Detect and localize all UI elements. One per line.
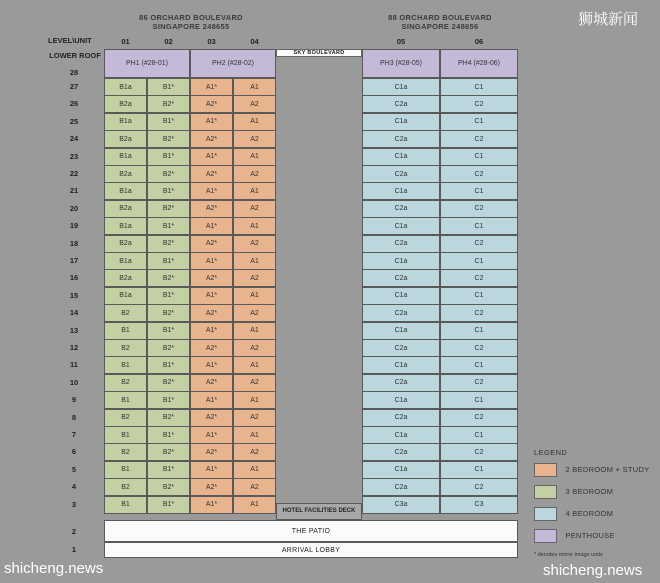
- unit-cell: B2: [104, 443, 147, 461]
- penthouse-ph4: PH4 (#28-06): [440, 49, 518, 78]
- unit-cell: B1a: [104, 113, 147, 131]
- unit-cell: A1*: [190, 287, 233, 305]
- tower-postcode: SINGAPORE 248655: [152, 22, 230, 31]
- unit-cell: A2*: [190, 339, 233, 357]
- unit-cell: B1*: [147, 182, 190, 200]
- unit-header-06: 06: [474, 37, 484, 46]
- unit-cell: B2*: [147, 409, 190, 427]
- level-label-16: 16: [69, 273, 79, 283]
- unit-cell: A2*: [190, 478, 233, 496]
- unit-cell: B2a: [104, 130, 147, 148]
- level-label-14: 14: [69, 308, 79, 318]
- unit-cell: A2: [233, 374, 276, 392]
- unit-cell: A1: [233, 113, 276, 131]
- penthouse-ph1: PH1 (#28-01): [104, 49, 190, 78]
- level-label-12: 12: [69, 343, 79, 352]
- legend-swatch: [534, 463, 557, 477]
- unit-cell: A1*: [190, 78, 233, 96]
- unit-cell: A1*: [190, 426, 233, 444]
- unit-cell: C1a: [362, 113, 440, 131]
- arrival-lobby: ARRIVAL LOBBY: [104, 542, 518, 558]
- tower-header-86: [110, 13, 272, 31]
- unit-cell: C2: [440, 269, 518, 287]
- unit-cell: C2a: [362, 304, 440, 322]
- unit-cell: B2*: [147, 165, 190, 183]
- unit-cell: C1a: [362, 287, 440, 305]
- unit-cell: A1: [233, 182, 276, 200]
- unit-cell: C3a: [362, 496, 440, 514]
- unit-cell: B1*: [147, 322, 190, 340]
- unit-cell: A2*: [190, 374, 233, 392]
- unit-cell: A2*: [190, 235, 233, 253]
- penthouse-ph3: PH3 (#28-05): [362, 49, 440, 78]
- unit-cell: B1*: [147, 426, 190, 444]
- level-label-9: 9: [71, 395, 77, 405]
- unit-cell: A2: [233, 443, 276, 461]
- level-label-23: 23: [69, 151, 79, 161]
- legend-swatch: [534, 529, 557, 543]
- unit-cell: C1a: [362, 182, 440, 200]
- unit-cell: C2a: [362, 200, 440, 218]
- tower-header-88: [362, 13, 518, 31]
- level-label-13: 13: [69, 325, 79, 335]
- unit-cell: C1: [440, 113, 518, 131]
- level-label-19: 19: [69, 221, 79, 231]
- level-label-7: 7: [71, 430, 77, 439]
- unit-cell: A1: [233, 252, 276, 270]
- unit-cell: C1a: [362, 217, 440, 235]
- unit-cell: B1*: [147, 287, 190, 305]
- level-label-17: 17: [69, 256, 79, 265]
- unit-cell: B2: [104, 339, 147, 357]
- unit-cell: A2*: [190, 304, 233, 322]
- unit-cell: C1a: [362, 356, 440, 374]
- unit-cell: B1: [104, 496, 147, 514]
- unit-cell: B2a: [104, 165, 147, 183]
- unit-cell: B1: [104, 356, 147, 374]
- unit-cell: C2: [440, 374, 518, 392]
- unit-cell: A2*: [190, 443, 233, 461]
- unit-cell: A1*: [190, 148, 233, 166]
- level-label-18: 18: [69, 238, 79, 248]
- legend-item-3bed: [534, 483, 613, 501]
- unit-cell: C3: [440, 496, 518, 514]
- penthouse-ph2: PH2 (#28-02): [190, 49, 276, 78]
- unit-cell: C2: [440, 409, 518, 427]
- unit-cell: A1*: [190, 252, 233, 270]
- unit-cell: C1: [440, 78, 518, 96]
- unit-cell: A1: [233, 496, 276, 514]
- unit-cell: C2a: [362, 165, 440, 183]
- legend-title: LEGEND: [534, 448, 568, 457]
- unit-cell: B1*: [147, 148, 190, 166]
- level-label-lower-roof: LOWER ROOF: [49, 51, 101, 60]
- unit-cell: C2a: [362, 443, 440, 461]
- unit-cell: C2a: [362, 130, 440, 148]
- unit-cell: A1*: [190, 322, 233, 340]
- level-unit-header: LEVEL\UNIT: [48, 36, 92, 45]
- watermark-chinese: 狮城新闻: [578, 10, 639, 28]
- watermark-bottom-left: shicheng.news: [4, 560, 104, 577]
- unit-cell: B2*: [147, 339, 190, 357]
- unit-cell: A2: [233, 200, 276, 218]
- unit-cell: B1: [104, 322, 147, 340]
- level-label-5: 5: [71, 464, 77, 474]
- legend-swatch: [534, 485, 557, 499]
- unit-cell: A1: [233, 217, 276, 235]
- tower-postcode: SINGAPORE 248656: [401, 22, 479, 31]
- unit-cell: A2: [233, 339, 276, 357]
- unit-cell: C2a: [362, 409, 440, 427]
- level-label-21: 21: [69, 186, 79, 196]
- unit-cell: A2*: [190, 200, 233, 218]
- unit-cell: B1a: [104, 182, 147, 200]
- unit-cell: C2: [440, 478, 518, 496]
- level-label-25: 25: [69, 116, 79, 126]
- level-label-24: 24: [69, 134, 79, 144]
- unit-cell: A2: [233, 165, 276, 183]
- unit-cell: C2a: [362, 374, 440, 392]
- unit-cell: C2a: [362, 235, 440, 253]
- unit-cell: B1: [104, 391, 147, 409]
- unit-cell: B2: [104, 409, 147, 427]
- unit-cell: A1: [233, 148, 276, 166]
- level-label-6: 6: [71, 447, 77, 457]
- unit-cell: B1*: [147, 217, 190, 235]
- unit-cell: B1*: [147, 461, 190, 479]
- unit-cell: B1: [104, 426, 147, 444]
- unit-cell: C2a: [362, 269, 440, 287]
- unit-cell: C1: [440, 252, 518, 270]
- unit-cell: B1: [104, 461, 147, 479]
- unit-cell: B1*: [147, 252, 190, 270]
- unit-cell: C1a: [362, 391, 440, 409]
- unit-cell: A1*: [190, 461, 233, 479]
- level-label-15: 15: [69, 290, 79, 300]
- unit-cell: A1: [233, 78, 276, 96]
- unit-cell: B2*: [147, 200, 190, 218]
- unit-header-01: 01: [121, 37, 130, 46]
- unit-cell: B2*: [147, 443, 190, 461]
- unit-cell: B2*: [147, 304, 190, 322]
- unit-cell: B2*: [147, 235, 190, 253]
- unit-cell: C1a: [362, 461, 440, 479]
- unit-cell: A2: [233, 269, 276, 287]
- unit-cell: C1a: [362, 78, 440, 96]
- legend-swatch: [534, 507, 557, 521]
- unit-cell: C2a: [362, 339, 440, 357]
- level-label-1: 1: [71, 545, 77, 554]
- level-label-2: 2: [71, 527, 77, 536]
- legend-footnote: * denotes mirror image units: [534, 552, 603, 558]
- unit-cell: A1*: [190, 496, 233, 514]
- legend-item-2bed-study: [534, 461, 650, 479]
- unit-cell: C2: [440, 339, 518, 357]
- unit-cell: C2: [440, 130, 518, 148]
- unit-cell: C2: [440, 235, 518, 253]
- unit-cell: A2*: [190, 95, 233, 113]
- unit-cell: A1: [233, 391, 276, 409]
- unit-cell: C1: [440, 182, 518, 200]
- unit-cell: A2: [233, 235, 276, 253]
- level-label-28: 28: [69, 68, 79, 77]
- legend-label: 3 BEDROOM: [565, 487, 614, 497]
- unit-cell: B2*: [147, 95, 190, 113]
- unit-cell: A2: [233, 95, 276, 113]
- unit-cell: C1: [440, 391, 518, 409]
- legend-label: 4 BEDROOM: [565, 509, 614, 519]
- unit-header-05: 05: [396, 37, 406, 46]
- unit-header-04: 04: [250, 37, 259, 46]
- level-label-8: 8: [71, 412, 77, 422]
- unit-cell: A2: [233, 478, 276, 496]
- unit-cell: C2: [440, 200, 518, 218]
- the-patio: THE PATIO: [104, 520, 518, 542]
- unit-cell: B2a: [104, 95, 147, 113]
- unit-cell: B1*: [147, 113, 190, 131]
- unit-cell: C2: [440, 95, 518, 113]
- unit-cell: B1*: [147, 78, 190, 96]
- unit-cell: B2*: [147, 374, 190, 392]
- legend-item-penthouse: [534, 527, 615, 545]
- unit-cell: C1a: [362, 426, 440, 444]
- unit-cell: A1*: [190, 182, 233, 200]
- unit-cell: C1: [440, 461, 518, 479]
- level-label-10: 10: [69, 377, 79, 387]
- unit-cell: B2*: [147, 269, 190, 287]
- unit-cell: A2*: [190, 409, 233, 427]
- unit-cell: C1: [440, 148, 518, 166]
- unit-cell: A2*: [190, 130, 233, 148]
- unit-cell: A1*: [190, 217, 233, 235]
- unit-cell: B2: [104, 478, 147, 496]
- unit-cell: C1: [440, 322, 518, 340]
- unit-cell: B1a: [104, 78, 147, 96]
- unit-header-03: 03: [207, 37, 216, 46]
- tower-address: 86 ORCHARD BOULEVARD: [139, 13, 243, 22]
- unit-cell: C1a: [362, 322, 440, 340]
- unit-cell: A2: [233, 130, 276, 148]
- unit-cell: B1*: [147, 496, 190, 514]
- unit-cell: B2a: [104, 269, 147, 287]
- unit-cell: A1: [233, 287, 276, 305]
- level-label-26: 26: [69, 99, 79, 109]
- tower-address: 88 ORCHARD BOULEVARD: [388, 13, 492, 22]
- unit-cell: B2a: [104, 200, 147, 218]
- level-label-3: 3: [71, 499, 77, 509]
- unit-cell: A1*: [190, 391, 233, 409]
- unit-cell: C2a: [362, 95, 440, 113]
- unit-cell: B2*: [147, 478, 190, 496]
- level-label-22: 22: [69, 169, 79, 178]
- watermark-bottom-right: shicheng.news: [543, 562, 643, 579]
- unit-cell: C2: [440, 304, 518, 322]
- unit-cell: C2: [440, 165, 518, 183]
- unit-cell: C2: [440, 443, 518, 461]
- level-label-27: 27: [69, 82, 79, 91]
- unit-cell: A2*: [190, 269, 233, 287]
- unit-cell: C1a: [362, 252, 440, 270]
- unit-cell: A2: [233, 409, 276, 427]
- unit-cell: C1a: [362, 148, 440, 166]
- unit-cell: C2a: [362, 478, 440, 496]
- legend-label: PENTHOUSE: [565, 531, 615, 541]
- hotel-facilities-deck: HOTEL FACILITIES DECK: [276, 503, 362, 520]
- unit-cell: B2: [104, 374, 147, 392]
- unit-cell: A2: [233, 304, 276, 322]
- unit-cell: A2*: [190, 165, 233, 183]
- unit-cell: B1a: [104, 287, 147, 305]
- unit-cell: B1a: [104, 217, 147, 235]
- unit-cell: B2*: [147, 130, 190, 148]
- unit-cell: B1*: [147, 391, 190, 409]
- legend-item-4bed: [534, 505, 613, 523]
- unit-cell: A1*: [190, 356, 233, 374]
- sky-boulevard-label: SKY BOULEVARD: [276, 49, 362, 57]
- unit-cell: B2a: [104, 235, 147, 253]
- unit-cell: C1: [440, 426, 518, 444]
- unit-cell: A1: [233, 461, 276, 479]
- unit-cell: C1: [440, 287, 518, 305]
- unit-cell: B1a: [104, 252, 147, 270]
- level-label-4: 4: [71, 482, 77, 492]
- unit-header-02: 02: [164, 37, 173, 46]
- unit-cell: A1: [233, 426, 276, 444]
- level-label-11: 11: [70, 360, 78, 370]
- unit-cell: C1: [440, 356, 518, 374]
- unit-cell: B2: [104, 304, 147, 322]
- legend-label: 2 BEDROOM + STUDY: [565, 465, 650, 475]
- level-label-20: 20: [69, 203, 79, 213]
- unit-cell: B1*: [147, 356, 190, 374]
- unit-cell: A1*: [190, 113, 233, 131]
- unit-cell: A1: [233, 356, 276, 374]
- unit-cell: B1a: [104, 148, 147, 166]
- unit-cell: A1: [233, 322, 276, 340]
- unit-cell: C1: [440, 217, 518, 235]
